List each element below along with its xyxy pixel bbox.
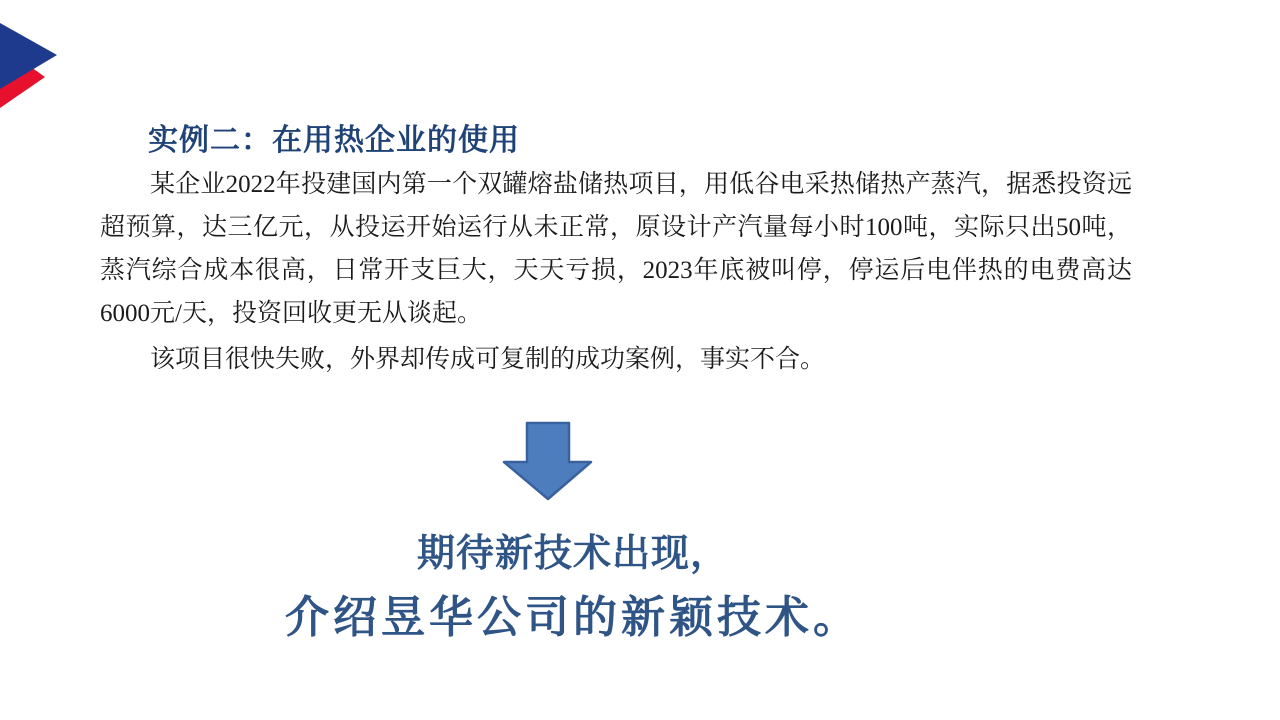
corner-decoration-icon bbox=[0, 0, 70, 120]
callout-line-2: 介绍昱华公司的新颖技术。 bbox=[285, 593, 861, 642]
down-arrow-icon bbox=[500, 419, 596, 505]
callout-line-1: 期待新技术出现， bbox=[416, 533, 729, 575]
down-arrow-shape bbox=[504, 423, 591, 499]
callout-block bbox=[0, 526, 1146, 650]
slide-title: 实例二：在用热企业的使用 bbox=[148, 124, 520, 157]
body-paragraph-2: 该项目很快失败，外界却传成可复制的成功案例，事实不合。 bbox=[150, 346, 826, 373]
body-paragraph-1: 某企业2022年投建国内第一个双罐熔盐储热项目，用低谷电采热储热产蒸汽，据悉投资远超预算，达三亿元，从投运开始运行从未正常，原设计产汽量每小时100吨，实际只出50吨，蒸汽综合成本很高，日常开支巨大，天天亏损，2023年底被叫停，停运后电伴热的电费高达6000元/天，投资回收更无从谈起。 bbox=[100, 171, 1132, 327]
body-text-block bbox=[100, 163, 1132, 381]
